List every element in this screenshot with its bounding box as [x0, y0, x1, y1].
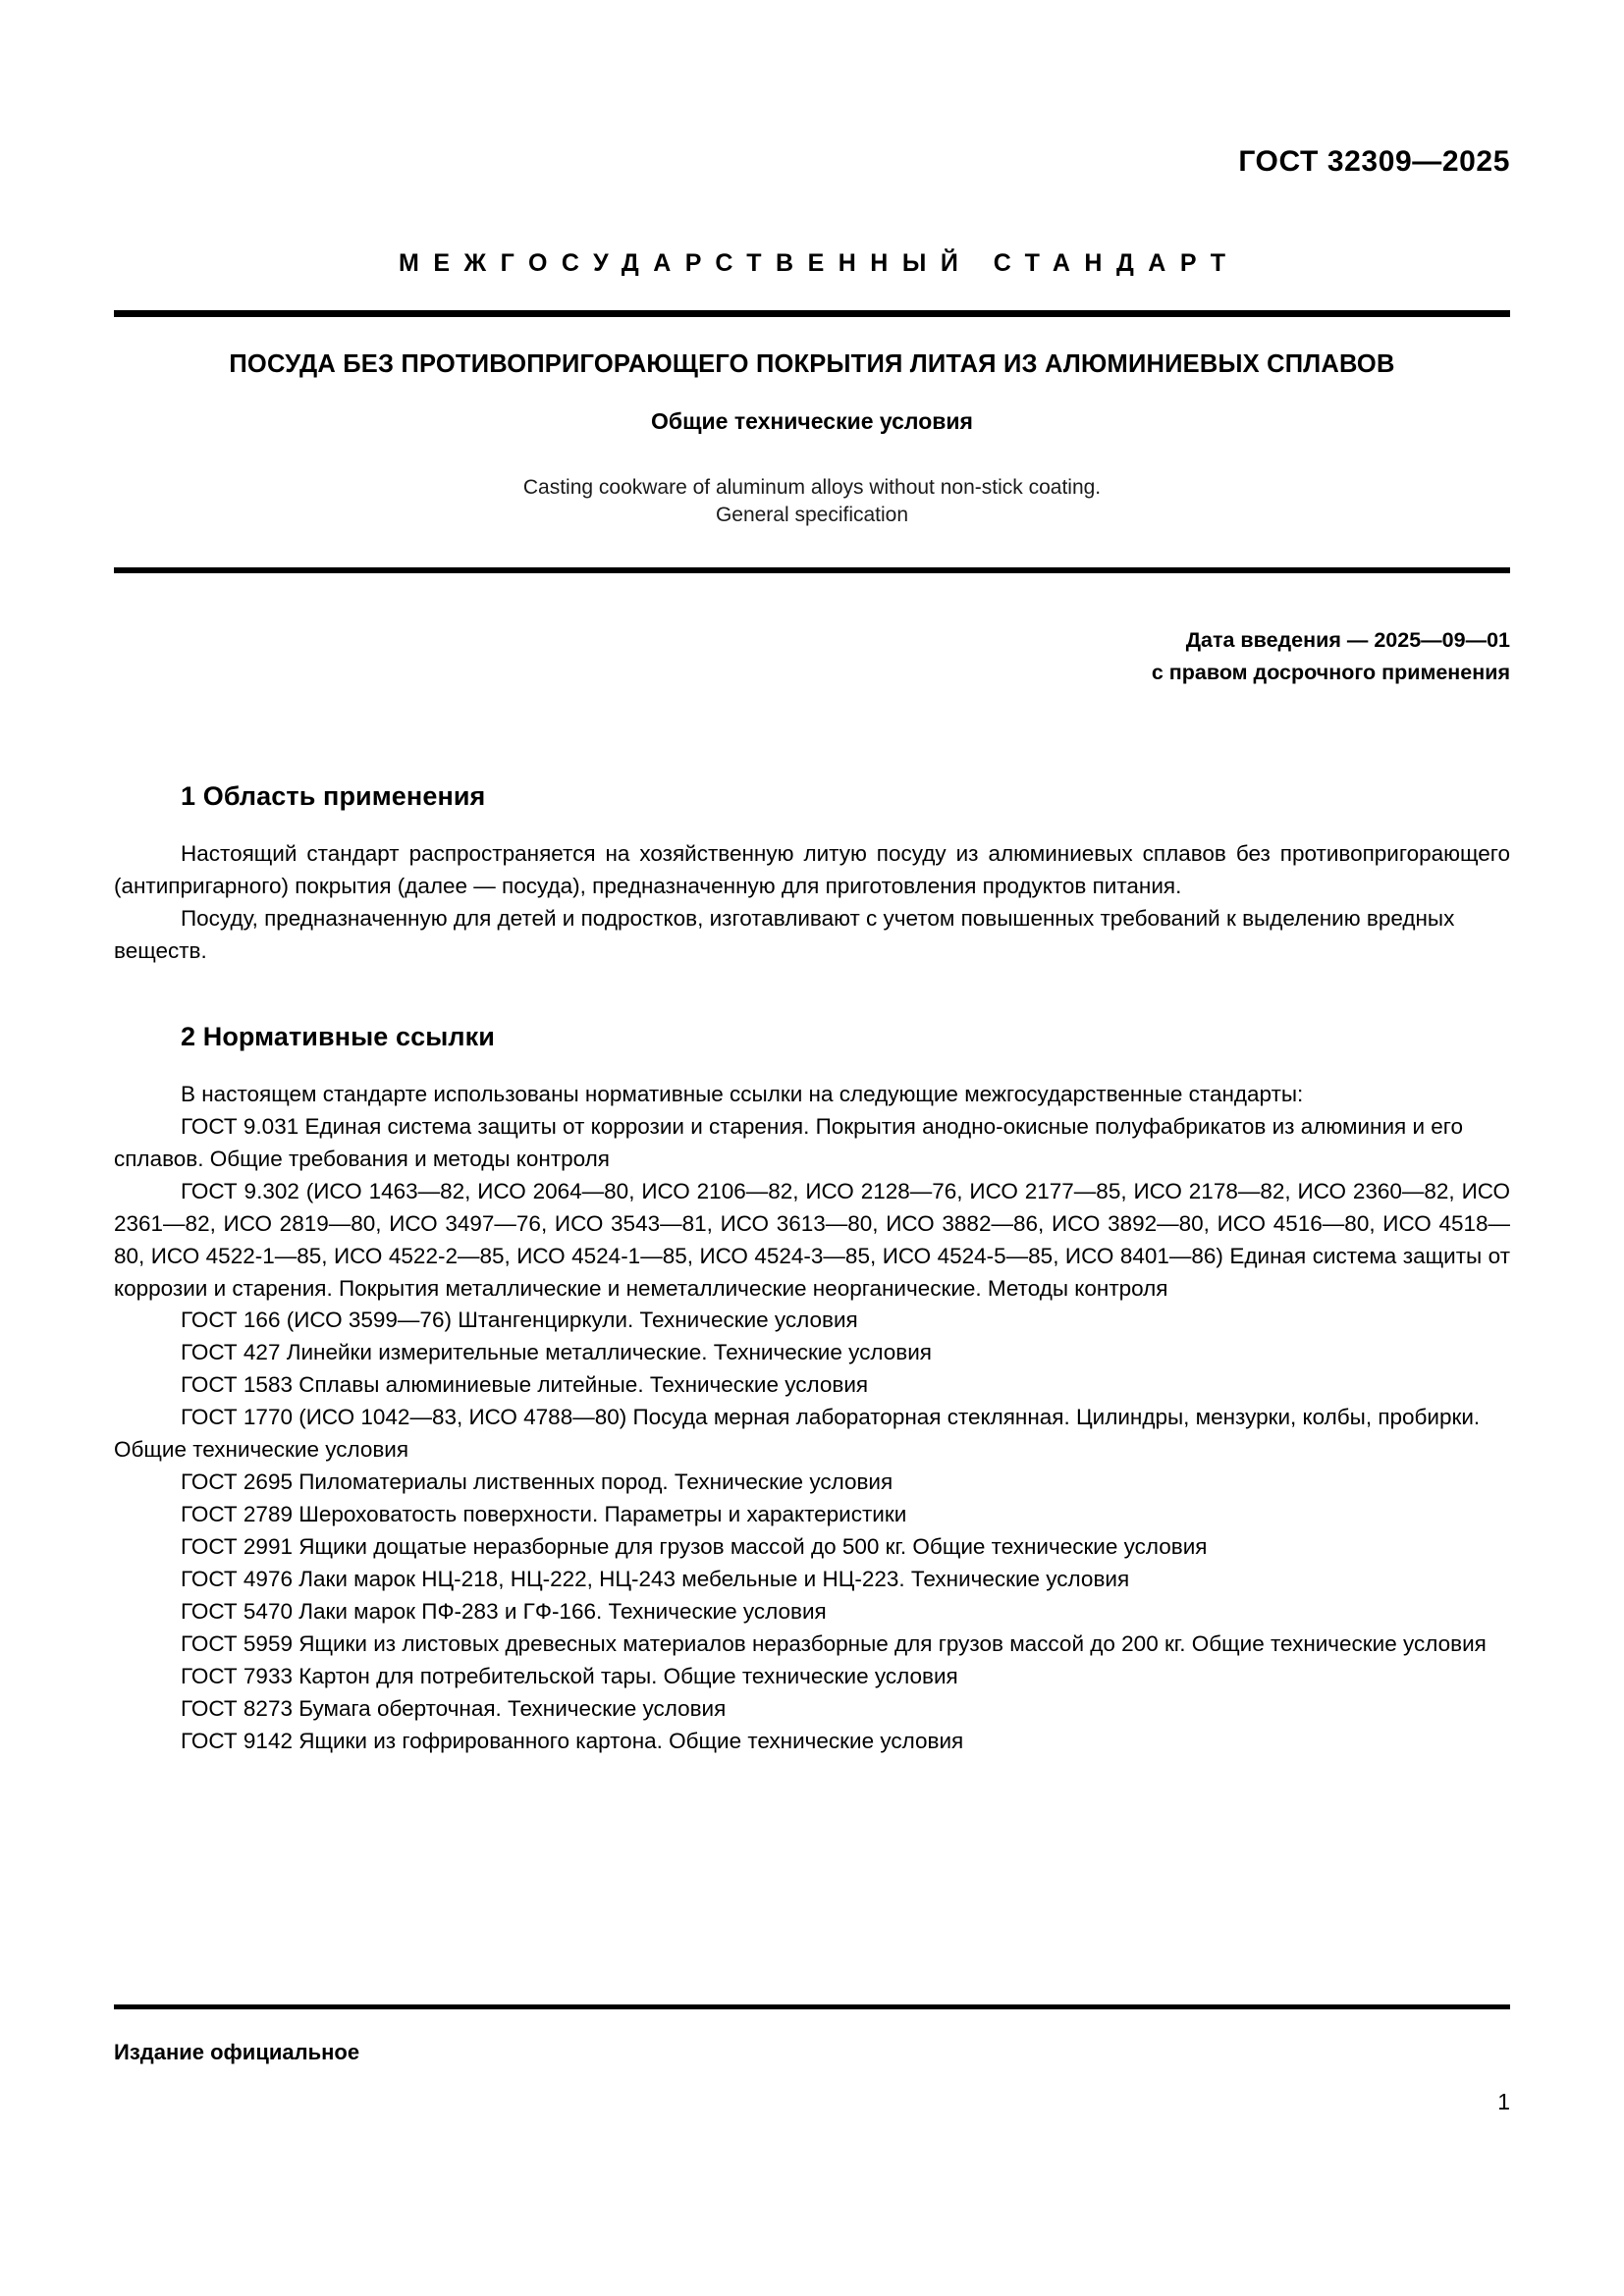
reference-item: ГОСТ 2991 Ящики дощатые неразборные для грузов массой до 500 кг. Общие технические условия — [181, 1534, 1208, 1560]
reference-item: ГОСТ 7933 Картон для потребительской тары. Общие технические условия — [181, 1663, 958, 1688]
reference-item: ГОСТ 2789 Шероховатость поверхности. Параметры и характеристики — [181, 1502, 907, 1527]
standard-kicker: МЕЖГОСУДАРСТВЕННЫЙ СТАНДАРТ — [399, 249, 1240, 277]
rule-top — [114, 310, 1510, 317]
reference-item: ГОСТ 4976 Лаки марок НЦ-218, НЦ-222, НЦ-243 мебельные и НЦ-223. Технические условия — [181, 1567, 1130, 1592]
introduction-date-line1: Дата введения — 2025—09—01 — [1185, 628, 1510, 652]
reference-item: ГОСТ 5470 Лаки марок ПФ-283 и ГФ-166. Технические условия — [181, 1599, 827, 1625]
scope-paragraph-2: Посуду, предназначенную для детей и подростков, изготавливают с учетом повышенных требований к выделению вредных веществ. — [114, 905, 1455, 963]
page-title: ПОСУДА БЕЗ ПРОТИВОПРИГОРАЮЩЕГО ПОКРЫТИЯ ЛИТАЯ ИЗ АЛЮМИНИЕВЫХ СПЛАВОВ — [229, 350, 1395, 378]
normative-references-intro: В настоящем стандарте использованы нормативные ссылки на следующие межгосударственные стандарты: — [181, 1081, 1304, 1106]
english-title-line1: Casting cookware of aluminum alloys without non-stick coating. — [522, 475, 1102, 499]
rule-middle — [114, 567, 1510, 573]
reference-item: ГОСТ 5959 Ящики из листовых древесных материалов неразборные для грузов массой до 200 кг. Общие технические условия — [181, 1631, 1487, 1657]
rule-bottom — [114, 2004, 1510, 2009]
section-heading-normative-references: 2 Нормативные ссылки — [181, 1021, 495, 1051]
introduction-date-line2: с правом досрочного применения — [1151, 661, 1510, 685]
english-title-line2: General specification — [715, 503, 909, 526]
english-title — [114, 474, 1510, 530]
title-block — [114, 349, 1510, 529]
reference-item: ГОСТ 1583 Сплавы алюминиевые литейные. Технические условия — [181, 1372, 869, 1398]
reference-item: ГОСТ 1770 (ИСО 1042—83, ИСО 4788—80) Посуда мерная лабораторная стеклянная. Цилиндры, мензурки, колбы, пробирки. Общие технические условия — [114, 1405, 1481, 1463]
reference-item: ГОСТ 166 (ИСО 3599—76) Штангенциркули. Технические условия — [181, 1308, 858, 1333]
section-heading-scope: 1 Область применения — [181, 781, 486, 811]
introduction-date — [1152, 624, 1510, 690]
reference-item: ГОСТ 2695 Пиломатериалы лиственных пород. Технические условия — [181, 1469, 893, 1495]
standard-number-header: ГОСТ 32309—2025 — [1238, 145, 1510, 178]
reference-item: ГОСТ 9142 Ящики из гофрированного картона. Общие технические условия — [181, 1728, 964, 1753]
scope-paragraph-1: Настоящий стандарт распространяется на хозяйственную литую посуду из алюминиевых сплавов без противопригорающего (антипригарного) покрытия (далее — посуда), предназначенную для приготовления продуктов питания. — [114, 841, 1510, 898]
page-subtitle: Общие технические условия — [651, 407, 973, 434]
reference-item: ГОСТ 427 Линейки измерительные металлические. Технические условия — [181, 1340, 932, 1365]
reference-item: ГОСТ 8273 Бумага оберточная. Технические условия — [181, 1695, 727, 1721]
page-number: 1 — [1497, 2089, 1510, 2114]
reference-item: ГОСТ 9.302 (ИСО 1463—82, ИСО 2064—80, ИСО 2106—82, ИСО 2128—76, ИСО 2177—85, ИСО 2178—82, ИСО 2360—82, ИСО 2361—82, ИСО 2819—80, ИСО 3497—76, ИСО 3543—81, ИСО 3613—80, ИСО 3882—86, ИСО 3892—80, ИСО 4516—80, ИСО 4518—80, ИСО 4522-1—85, ИСО 4522-2—85, ИСО 4524-1—85, ИСО 4524-3—85, ИСО 4524-5—85, ИСО 8401—86) Единая система защиты от коррозии и старения. Покрытия металлические и неметаллические неорганические. Методы контроля — [114, 1178, 1510, 1301]
reference-item: ГОСТ 9.031 Единая система защиты от коррозии и старения. Покрытия анодно-окисные полуфабрикатов из алюминия и его сплавов. Общие требования и методы контроля — [114, 1113, 1464, 1171]
edition-note: Издание официальное — [114, 2040, 360, 2064]
document-content — [114, 781, 1510, 1758]
